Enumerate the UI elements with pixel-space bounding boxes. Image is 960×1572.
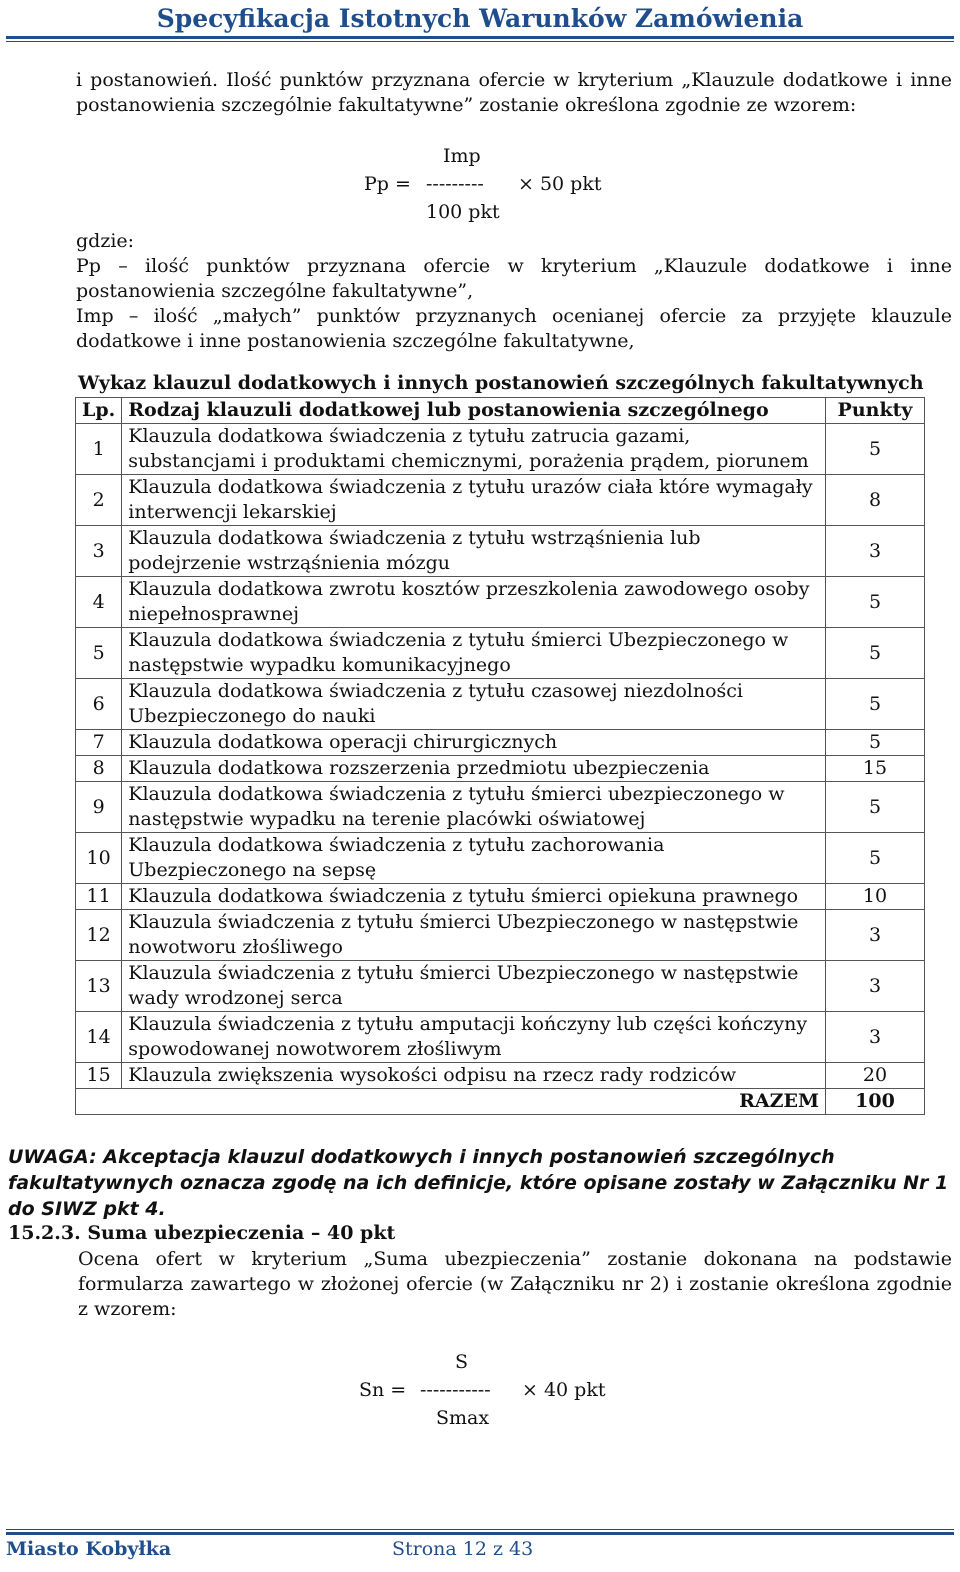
clauses-table [75, 397, 925, 1115]
table-row [76, 782, 925, 833]
footer-rule [6, 1532, 954, 1535]
row-points: 5 [826, 833, 925, 884]
row-points: 3 [826, 1012, 925, 1063]
row-description: Klauzula dodatkowa rozszerzenia przedmiotu ubezpieczenia [122, 756, 826, 782]
formula1-lhs: Pp = [364, 173, 411, 195]
row-number: 8 [76, 756, 122, 782]
row-number: 5 [76, 628, 122, 679]
formula2-numerator: S [455, 1351, 469, 1373]
row-description: Klauzula zwiększenia wysokości odpisu na rzecz rady rodziców [122, 1063, 826, 1089]
row-description: Klauzula dodatkowa świadczenia z tytułu urazów ciała które wymagały interwencji lekarskiej [122, 475, 826, 526]
section-heading: 15.2.3. Suma ubezpieczenia – 40 pkt [8, 1222, 396, 1244]
total-row [76, 1089, 925, 1115]
row-description: Klauzula dodatkowa świadczenia z tytułu czasowej niezdolności Ubezpieczonego do nauki [122, 679, 826, 730]
row-points: 5 [826, 730, 925, 756]
column-header-lp: Lp. [76, 398, 122, 424]
row-description: Klauzula dodatkowa zwrotu kosztów przeszkolenia zawodowego osoby niepełnosprawnej [122, 577, 826, 628]
row-description: Klauzula dodatkowa świadczenia z tytułu śmierci opiekuna prawnego [122, 884, 826, 910]
table-row [76, 526, 925, 577]
row-description: Klauzula świadczenia z tytułu amputacji kończyny lub części kończyny spowodowanej nowotworem złośliwym [122, 1012, 826, 1063]
row-number: 7 [76, 730, 122, 756]
table-row [76, 475, 925, 526]
column-header-points: Punkty [826, 398, 925, 424]
table-row [76, 730, 925, 756]
formula2-lhs: Sn = [359, 1379, 407, 1401]
row-description: Klauzula dodatkowa świadczenia z tytułu śmierci ubezpieczonego w następstwie wypadku na terenie placówki oświatowej [122, 782, 826, 833]
total-value: 100 [826, 1089, 925, 1115]
row-number: 9 [76, 782, 122, 833]
formula1-multiplier: × 50 pkt [518, 173, 602, 195]
formula2-fraction-bar: ----------- [420, 1379, 491, 1401]
section-paragraph: Ocena ofert w kryterium „Suma ubezpieczenia” zostanie dokonana na podstawie formularza zawartego w złożonej ofercie (w Załączniku nr 2) i zostanie określona zgodnie z wzorem: [78, 1248, 952, 1320]
row-points: 15 [826, 756, 925, 782]
row-points: 8 [826, 475, 925, 526]
table-row [76, 884, 925, 910]
row-number: 1 [76, 424, 122, 475]
header-rule [6, 36, 954, 39]
footer-organization: Miasto Kobyłka [6, 1538, 172, 1560]
row-number: 14 [76, 1012, 122, 1063]
footer-rule-thin [6, 1529, 954, 1530]
table-row [76, 1063, 925, 1089]
row-number: 12 [76, 910, 122, 961]
row-number: 6 [76, 679, 122, 730]
formula2-denominator: Smax [436, 1407, 490, 1429]
row-number: 3 [76, 526, 122, 577]
formula1-denominator: 100 pkt [426, 201, 500, 223]
row-description: Klauzula dodatkowa operacji chirurgicznych [122, 730, 826, 756]
table-row [76, 833, 925, 884]
row-description: Klauzula dodatkowa świadczenia z tytułu zachorowania Ubezpieczonego na sepsę [122, 833, 826, 884]
row-points: 5 [826, 577, 925, 628]
row-number: 4 [76, 577, 122, 628]
table-row [76, 756, 925, 782]
row-description: Klauzula świadczenia z tytułu śmierci Ubezpieczonego w następstwie nowotworu złośliwego [122, 910, 826, 961]
total-label: RAZEM [76, 1089, 826, 1115]
page-number: Strona 12 z 43 [392, 1538, 534, 1560]
formula1-numerator: Imp [443, 145, 481, 167]
table-row [76, 628, 925, 679]
row-points: 3 [826, 910, 925, 961]
table-row [76, 577, 925, 628]
document-title: Specyfikacja Istotnych Warunków Zamówienia [156, 4, 804, 33]
table-row [76, 910, 925, 961]
row-description: Klauzula dodatkowa świadczenia z tytułu zatrucia gazami, substancjami i produktami chemicznymi, porażenia prądem, piorunem [122, 424, 826, 475]
header-rule-thin [6, 41, 954, 42]
row-points: 5 [826, 628, 925, 679]
uwaga-note: UWAGA: Akceptacja klauzul dodatkowych i innych postanowień szczególnych fakultatywnych oznacza zgodę na ich definicje, które opisane zostały w Załączniku Nr 1 do SIWZ pkt 4. [8, 1146, 949, 1220]
table-row [76, 424, 925, 475]
definition-imp: Imp – ilość „małych” punktów przyznanych ocenianej ofercie za przyjęte klauzule dodatkowe i inne postanowienia szczególne fakultatywne, [76, 305, 952, 352]
table-row [76, 679, 925, 730]
formula1-fraction-bar: --------- [426, 173, 484, 195]
table-row [76, 961, 925, 1012]
row-number: 10 [76, 833, 122, 884]
table-title: Wykaz klauzul dodatkowych i innych postanowień szczególnych fakultatywnych [78, 372, 924, 394]
intro-paragraph: i postanowień. Ilość punktów przyznana ofercie w kryterium „Klauzule dodatkowe i inne postanowienia szczególnie fakultatywne” zostanie określona zgodnie ze wzorem: [76, 69, 952, 116]
row-points: 20 [826, 1063, 925, 1089]
row-points: 10 [826, 884, 925, 910]
row-points: 5 [826, 782, 925, 833]
column-header-type: Rodzaj klauzuli dodatkowej lub postanowienia szczególnego [122, 398, 826, 424]
row-description: Klauzula świadczenia z tytułu śmierci Ubezpieczonego w następstwie wady wrodzonej serca [122, 961, 826, 1012]
row-points: 5 [826, 679, 925, 730]
row-description: Klauzula dodatkowa świadczenia z tytułu śmierci Ubezpieczonego w następstwie wypadku komunikacyjnego [122, 628, 826, 679]
row-description: Klauzula dodatkowa świadczenia z tytułu wstrząśnienia lub podejrzenie wstrząśnienia mózgu [122, 526, 826, 577]
row-number: 13 [76, 961, 122, 1012]
row-points: 3 [826, 526, 925, 577]
row-number: 15 [76, 1063, 122, 1089]
table-row [76, 1012, 925, 1063]
row-points: 5 [826, 424, 925, 475]
formula2-multiplier: × 40 pkt [522, 1379, 606, 1401]
definition-pp: Pp – ilość punktów przyznana ofercie w kryterium „Klauzule dodatkowe i inne postanowienia szczególne fakultatywne”, [76, 255, 952, 302]
row-points: 3 [826, 961, 925, 1012]
definitions-label: gdzie: [76, 230, 135, 252]
row-number: 11 [76, 884, 122, 910]
row-number: 2 [76, 475, 122, 526]
